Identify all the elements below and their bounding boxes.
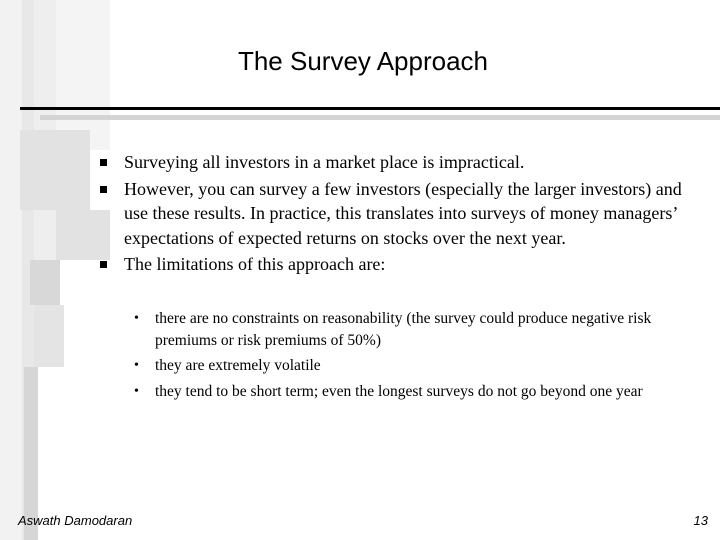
sub-bullet-text: they tend to be short term; even the longest surveys do not go beyond one year — [155, 382, 643, 400]
sub-bullet-item — [130, 355, 695, 377]
dot-bullet-icon: • — [134, 358, 139, 373]
title-divider — [20, 107, 720, 110]
decor-bar-5 — [20, 130, 90, 210]
decor-bar-7 — [30, 260, 60, 305]
bullet-item — [98, 177, 698, 251]
bullet-item — [98, 150, 698, 175]
sub-bullet-text: they are extremely volatile — [155, 357, 321, 374]
dot-bullet-icon: • — [134, 383, 139, 399]
square-bullet-icon — [100, 261, 107, 268]
square-bullet-icon — [100, 159, 107, 166]
decor-bar-8 — [34, 305, 64, 367]
square-bullet-icon — [100, 186, 107, 193]
page-number: 13 — [693, 513, 708, 528]
sub-bullet-text: there are no constraints on reasonability (the survey could produce negative risk premiums or risk premiums of 50%) — [155, 310, 652, 349]
title-divider-shadow — [40, 115, 720, 120]
footer-author: Aswath Damodaran — [18, 513, 133, 528]
bullet-text: The limitations of this approach are: — [124, 254, 386, 274]
sub-bullet-item — [130, 308, 695, 351]
bullet-text: However, you can survey a few investors (especially the larger investors) and use these results. In practice, this translates into surveys of money managers’ expectations of expected returns on stocks over the next year. — [124, 178, 682, 248]
decor-bar-1 — [0, 0, 22, 540]
slide-title: The Survey Approach — [237, 46, 489, 76]
bullet-item — [98, 252, 698, 277]
sub-bullet-list — [130, 308, 695, 406]
main-bullet-list — [98, 150, 698, 279]
bullet-text: Surveying all investors in a market place is impractical. — [124, 152, 525, 172]
sub-bullet-item — [130, 381, 695, 403]
dot-bullet-icon: • — [134, 311, 139, 326]
